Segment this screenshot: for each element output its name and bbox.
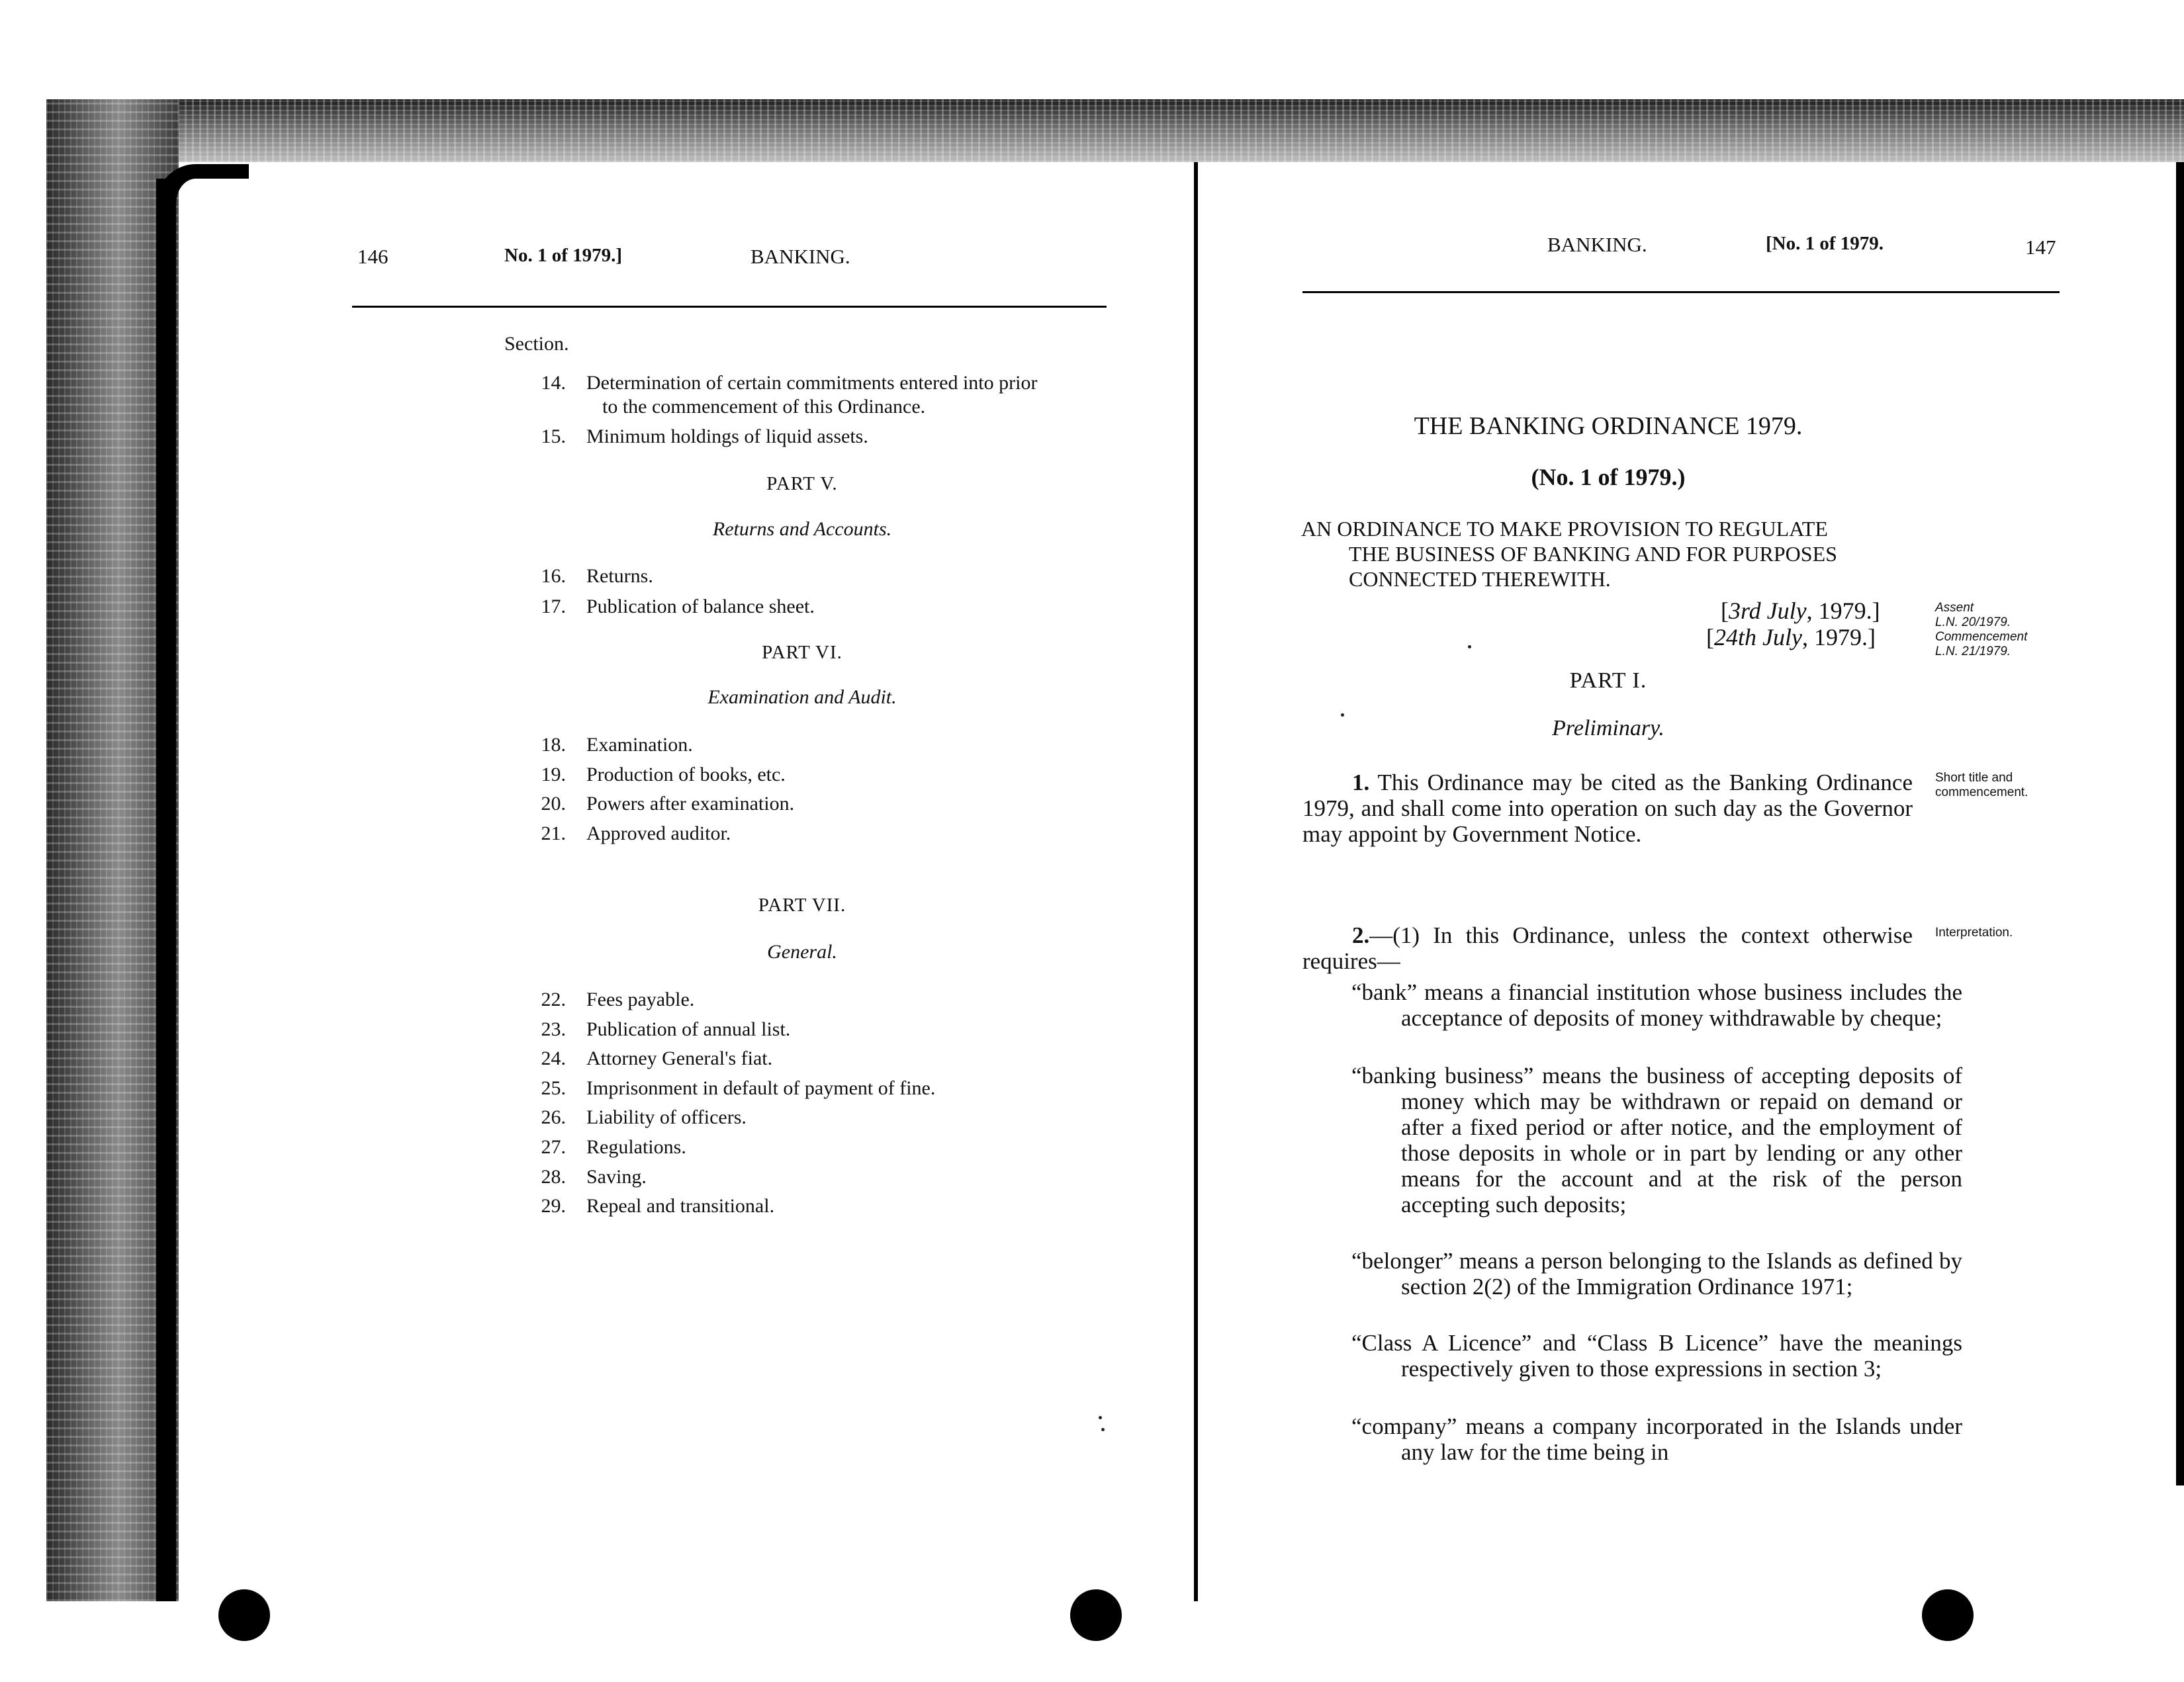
long-title [1301,516,1917,592]
part-heading: PART V. [766,473,838,494]
section-number: 1. [1352,770,1370,795]
part-subtitle: Preliminary. [1552,716,1664,740]
toc-item-text: Attorney General's fiat. [586,1047,773,1069]
toc-item-number: 18. [541,734,566,756]
toc-item-text: Examination. [586,734,693,756]
part-heading: PART VI. [762,642,842,663]
section-column-label: Section. [504,333,569,355]
page-edge [156,179,176,1601]
toc-item-text: to the commencement of this Ordinance. [602,396,926,418]
part-subtitle: Returns and Accounts. [712,518,892,540]
toc-item-number: 24. [541,1047,566,1069]
act-title: THE BANKING ORDINANCE 1979. [1414,412,1803,440]
assent-date: [3rd July, 1979.] [1721,598,1880,624]
punch-hole [1070,1589,1122,1641]
part-heading: PART I. [1569,668,1647,693]
speck [1101,1428,1105,1431]
speck [1468,645,1471,648]
part-subtitle: Examination and Audit. [707,686,897,708]
commencement-date-year: , 1979. [1801,624,1868,650]
toc-item-number: 27. [541,1136,566,1158]
punch-hole [218,1589,270,1641]
toc-item-text: Minimum holdings of liquid assets. [586,425,868,447]
speck [1341,713,1344,717]
margin-note-line: L.N. 20/1979. [1935,615,2011,629]
toc-item-number: 20. [541,793,566,815]
page-edge-right [2176,162,2184,1485]
toc-item-text: Production of books, etc. [586,764,786,785]
page-number: 147 [2025,236,2056,259]
margin-note-line: L.N. 21/1979. [1935,644,2011,658]
header-ordinance-number: [No. 1 of 1979. [1766,233,1884,254]
margin-note-assent [1935,601,2027,659]
toc-item-number: 23. [541,1018,566,1040]
toc-item-text: Repeal and transitional. [586,1195,775,1217]
part-heading: PART VII. [758,895,846,916]
toc-item-text: Returns. [586,565,653,587]
margin-note-interpretation: Interpretation. [1935,926,2013,940]
toc-item-text: Saving. [586,1166,647,1188]
toc-item-number: 29. [541,1195,566,1217]
toc-item-text: Publication of annual list. [586,1018,791,1040]
toc-item-number: 16. [541,565,566,587]
margin-note-line: Commencement [1935,630,2028,644]
toc-item-number: 15. [541,425,566,447]
toc-item-text: Liability of officers. [586,1106,747,1128]
toc-item-number: 22. [541,989,566,1010]
page-number: 146 [357,245,388,268]
toc-item-number: 28. [541,1166,566,1188]
toc-item-number: 25. [541,1077,566,1099]
section-1 [1302,770,1913,847]
book-gutter [1194,162,1198,1601]
toc-item-text: Regulations. [586,1136,686,1158]
toc-item-number: 26. [541,1106,566,1128]
header-title: BANKING. [751,245,850,268]
header-title: BANKING. [1547,233,1647,256]
header-rule [1302,291,2060,293]
header-ordinance-number: No. 1 of 1979.] [504,245,623,266]
section-number: 2. [1352,922,1370,948]
long-title-line: AN ORDINANCE TO MAKE PROVISION TO REGULATE [1301,517,1828,541]
toc-item-text: Imprisonment in default of payment of fine. [586,1077,936,1099]
toc-item-text: Publication of balance sheet. [586,596,815,617]
margin-note-line: Assent [1935,601,1974,615]
long-title-line: THE BUSINESS OF BANKING AND FOR PURPOSES [1349,542,1837,566]
toc-item-number: 19. [541,764,566,785]
section-2-intro [1302,922,1913,974]
definition-bank: “bank” means a financial institution whose business includes the acceptance of deposits of money withdrawable by cheque; [1351,979,1962,1031]
section-text: This Ordinance may be cited as the Banking Ordinance 1979, and shall come into operation on such day as the Governor may appoint by Government Notice. [1302,770,1913,847]
punch-hole [1922,1589,1974,1641]
definition-belonger: “belonger” means a person belonging to the Islands as defined by section 2(2) of the Immigration Ordinance 1971; [1351,1248,1962,1300]
toc-item-number: 14. [541,372,566,394]
toc-item-number: 21. [541,822,566,844]
act-number: (No. 1 of 1979.) [1531,464,1686,490]
toc-item-text: Determination of certain commitments entered into prior [586,372,1038,394]
assent-date-year: , 1979. [1806,598,1872,624]
assent-date-day: 3rd July [1729,598,1807,624]
part-subtitle: General. [767,941,837,963]
long-title-line: CONNECTED THEREWITH. [1349,567,1611,591]
toc-item-text: Fees payable. [586,989,695,1010]
toc-item-text: Approved auditor. [586,822,731,844]
definition-banking-business: “banking business” means the business of accepting deposits of money which may be withdrawn or repaid on demand or after a fixed period or after notice, and the employment of those deposits in whole or in part by lending or any other means for the account and at the risk of the person accepting such deposits; [1351,1063,1962,1217]
header-rule [352,306,1107,308]
margin-note-short-title: Short title and commencement. [1935,771,2028,799]
toc-item-number: 17. [541,596,566,617]
definition-company: “company” means a company incorporated in the Islands under any law for the time being in [1351,1413,1962,1465]
speck [1099,1416,1102,1419]
scan-shadow-top [46,99,2184,162]
section-text: —(1) In this Ordinance, unless the context otherwise requires— [1302,922,1913,974]
commencement-date: [24th July, 1979.] [1706,624,1876,650]
definition-class-licence: “Class A Licence” and “Class B Licence” have the meanings respectively given to those expressions in section 3; [1351,1330,1962,1382]
toc-item-text: Powers after examination. [586,793,795,815]
commencement-date-day: 24th July [1714,624,1802,650]
